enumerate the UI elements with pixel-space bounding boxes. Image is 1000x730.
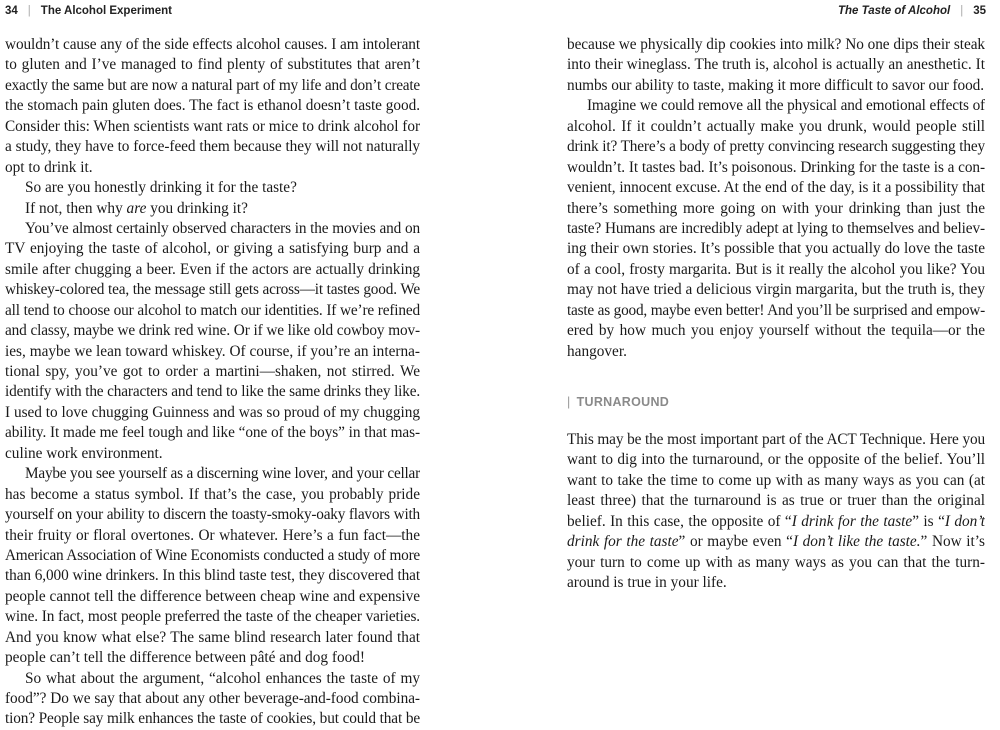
text-line: to gluten and I’ve managed to find plenty of substitutes that aren’t	[5, 56, 420, 74]
text-run: ” or maybe even “	[678, 533, 793, 551]
chapter-title: The Taste of Alcohol	[837, 5, 951, 17]
text-line: a study, they have to force-feed them because they will not naturally	[5, 138, 420, 156]
emphasis: I don’t like the taste.	[792, 533, 921, 551]
text-run: you drinking it?	[146, 199, 248, 217]
page-number: 35	[973, 5, 986, 17]
text-line	[5, 199, 420, 219]
emphasis: drink for the taste	[567, 533, 679, 551]
text-line: ered by how much you enjoy yourself without the tequila—or the	[567, 322, 985, 340]
text-line: has become a status symbol. If that’s the case, you probably pride	[5, 485, 420, 503]
text-line: taste? Humans are incredibly adept at lying to themselves and believ-	[567, 219, 985, 237]
text-line: tion? People say milk enhances the taste of cookies, but could that be	[5, 710, 420, 728]
emphasis: are	[126, 199, 147, 217]
text-line: wouldn’t. It tastes bad. It’s poisonous. Drinking for the taste is a con-	[567, 158, 985, 176]
text-line: alcohol. If it couldn’t actually make you drunk, would people still	[567, 117, 985, 135]
text-line: Consider this: When scientists want rats or mice to drink alcohol for	[5, 117, 420, 135]
text-line: culine work environment.	[5, 444, 163, 462]
text-line: all tend to choose our alcohol to match our identities. If we’re refined	[5, 301, 420, 319]
text-line: taste as good, maybe even better! And you’ll be surprised and empow-	[567, 301, 985, 319]
header-separator: |	[27, 5, 31, 17]
emphasis: I drink for the taste	[791, 512, 913, 530]
text-line: Maybe you see yourself as a discerning wine lover, and your cellar	[25, 465, 420, 483]
text-line: than 6,000 wine drinkers. In this blind taste test, they discovered that	[5, 567, 420, 585]
text-line: there’s something more going on with your drinking than just the	[567, 199, 985, 217]
text-line: wouldn’t cause any of the side effects alcohol causes. I am intolerant	[5, 36, 420, 53]
text-line: smile after chugging a beer. Even if the actors are actually drinking	[5, 260, 420, 278]
text-line: their fruity or floral overtones. Or whatever. Here’s a fun fact—the	[5, 526, 420, 544]
book-title: The Alcohol Experiment	[40, 5, 173, 17]
text-line: people can’t tell the difference between pâté and dog food!	[5, 649, 366, 667]
text-line: the stomach pain gluten does. The fact is ethanol doesn’t taste good.	[5, 97, 420, 115]
text-line: So what about the argument, “alcohol enhances the taste of my	[25, 669, 420, 687]
text-run: If not, then why	[25, 199, 127, 217]
text-line	[567, 532, 985, 552]
text-line: ability. It made me feel tough and like “one of the boys” in that mas-	[5, 424, 420, 442]
text-line: around is true in your life.	[567, 574, 727, 592]
text-line: wine. In fact, most people preferred the taste of the cheaper varieties.	[5, 608, 420, 626]
text-line: This may be the most important part of the ACT Technique. Here you	[567, 431, 985, 448]
text-line: and classy, maybe we drink red wine. Or if we like old cowboy mov-	[5, 322, 420, 340]
running-head-right	[838, 3, 986, 19]
text-line: identify with the characters and tend to like the same drinks they like.	[5, 383, 420, 401]
text-line: TV enjoying the taste of alcohol, or giving a satisfying burp and a	[5, 240, 420, 258]
text-line: I used to love chugging Guinness and was so proud of my chugging	[5, 403, 420, 421]
text-line: least three) that the turnaround is as true or truer than the original	[567, 492, 985, 510]
text-line: people cannot tell the difference between cheap wine and expensive	[5, 587, 420, 605]
text-line: ies, maybe we lean toward whiskey. Of course, if you’re an interna-	[5, 342, 420, 360]
text-line: exactly the same but are now a natural part of my life and don’t create	[5, 76, 420, 94]
text-line: because we physically dip cookies into milk? No one dips their steak	[567, 36, 985, 53]
section-title: TURNAROUND	[576, 395, 670, 409]
text-line: So are you honestly drinking it for the taste?	[25, 179, 297, 197]
text-line: You’ve almost certainly observed characters in the movies and on	[25, 219, 420, 237]
text-run: ” is “	[912, 512, 945, 530]
running-head-left	[5, 3, 172, 19]
text-line: hangover.	[567, 342, 627, 360]
emphasis: I don’t	[944, 512, 985, 530]
text-run: belief. In this case, the opposite of “	[567, 512, 792, 530]
text-line: whiskey-colored tea, the message still gets across—it tastes good. We	[5, 281, 420, 299]
text-line: numbs our ability to taste, making it more difficult to savor our food.	[567, 76, 984, 94]
text-line: your turn to come up with as many ways as you can that the turn-	[567, 553, 985, 571]
text-line	[567, 512, 985, 532]
left-page	[0, 0, 500, 728]
text-line: yourself on your ability to discern the toasty-smoky-oaky flavors with	[5, 506, 420, 524]
text-line: want to take the time to come up with as many ways as you can (at	[567, 471, 985, 489]
section-heading	[567, 393, 669, 411]
header-separator: |	[960, 5, 964, 17]
text-line: Imagine we could remove all the physical and emotional effects of	[587, 97, 985, 115]
text-line: into their wineglass. The truth is, alcohol is actually an anesthetic. It	[567, 56, 985, 74]
body-text	[567, 35, 985, 362]
text-run: ” Now it’s	[920, 533, 985, 551]
text-line: drink it? There’s a body of pretty convincing research suggesting they	[567, 138, 985, 156]
text-line: food”? Do we say that about any other beverage-and-food combina-	[5, 690, 420, 707]
text-line: want to dig into the turnaround, or the opposite of the belief. You’ll	[567, 451, 985, 469]
right-page	[500, 0, 1000, 712]
text-line: And you know what else? The same blind research later found that	[5, 628, 420, 646]
body-text	[5, 35, 420, 730]
page-number: 34	[5, 5, 18, 17]
text-line: tional spy, you’ve got to order a martini—shaken, not stirred. We	[5, 363, 420, 380]
text-line: venient, innocent excuse. At the end of the day, is it a possibility that	[567, 179, 985, 197]
text-line: may not have tried a delicious virgin margarita, but the truth is, they	[567, 281, 985, 299]
text-line: American Association of Wine Economists conducted a study of more	[5, 546, 420, 564]
text-line: opt to drink it.	[5, 158, 93, 176]
section-body-text	[567, 430, 985, 594]
section-bar: |	[567, 395, 571, 409]
text-line: of a cool, frosty margarita. But is it really the alcohol you like? You	[567, 260, 985, 278]
text-line: ing their own stories. It’s possible that you actually do love the taste	[567, 240, 985, 258]
